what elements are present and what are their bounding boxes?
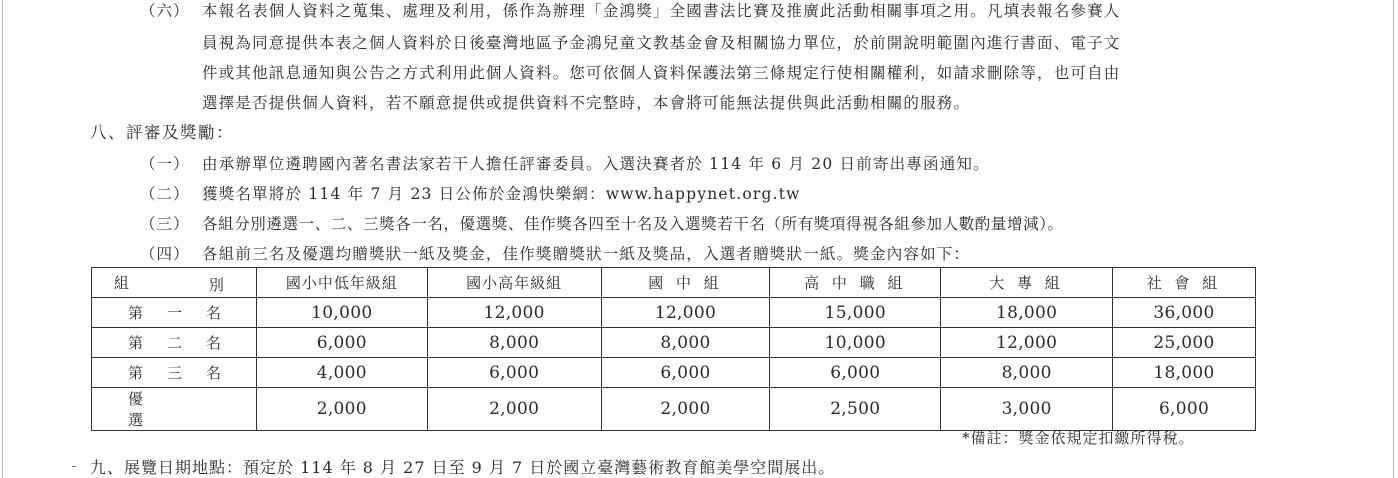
privacy-line-3: 件或其他訊息通知與公告之方式利用此個人資料。您可依個人資料保護法第三條規定行使相關權利，如請求刪除等，也可自由 — [202, 64, 1121, 82]
table-cell: 4,000 — [256, 358, 427, 388]
privacy-item-number: （六） — [140, 2, 190, 20]
section-8-item-4-text: 各組前三名及優選均贈獎狀一紙及獎金，佳作獎贈獎狀一紙及獎品，入選者贈獎狀一紙。獎金內容如下： — [202, 245, 971, 263]
table-cell: 12,000 — [427, 298, 601, 328]
column-header: 國 中 組 — [601, 268, 770, 298]
column-header: 國小中低年級組 — [256, 268, 427, 298]
margin-dash — [72, 466, 76, 467]
table-cell: 6,000 — [770, 358, 941, 388]
table-corner-cell — [92, 268, 257, 298]
table-cell: 12,000 — [941, 328, 1113, 358]
column-header: 高 中 職 組 — [770, 268, 941, 298]
row-label: 優選 — [92, 388, 257, 431]
table-cell: 8,000 — [601, 328, 770, 358]
table-row — [92, 388, 1256, 431]
page-border-left — [2, 0, 3, 478]
table-cell: 2,500 — [770, 388, 941, 431]
privacy-line-1: 本報名表個人資料之蒐集、處理及利用，係作為辦理「金鴻獎」全國書法比賽及推廣此活動相關事項之用。凡填表報名參賽人 — [202, 2, 1121, 20]
table-cell: 2,000 — [427, 388, 601, 431]
table-cell: 2,000 — [601, 388, 770, 431]
corner-label-group: 組 — [114, 274, 134, 292]
section-8-item-2-text: 獲獎名單將於 114 年 7 月 23 日公佈於金鴻快樂網：www.happynet.org.tw — [202, 185, 801, 203]
section-8-item-2-number: （二） — [140, 185, 190, 203]
table-cell: 10,000 — [770, 328, 941, 358]
table-cell: 6,000 — [1113, 388, 1256, 431]
table-header-row — [92, 268, 1256, 298]
section-9-text: 九、展覽日期地點：預定於 114 年 8 月 27 日至 9 月 7 日於國立臺灣藝術教育館美學空間展出。 — [90, 458, 836, 477]
table-cell: 3,000 — [941, 388, 1113, 431]
page-border-right — [1393, 0, 1394, 478]
section-8-heading: 八、評審及獎勵： — [90, 123, 234, 142]
section-8-item-4-number: （四） — [140, 245, 190, 263]
table-row — [92, 358, 1256, 388]
table-cell: 10,000 — [256, 298, 427, 328]
table-row — [92, 298, 1256, 328]
table-cell: 25,000 — [1113, 328, 1256, 358]
table-cell: 36,000 — [1113, 298, 1256, 328]
table-cell: 6,000 — [256, 328, 427, 358]
table-cell: 18,000 — [1113, 358, 1256, 388]
section-8-item-1-number: （一） — [140, 155, 190, 173]
privacy-line-4: 選擇是否提供個人資料，若不願意提供或提供資料不完整時，本會將可能無法提供與此活動相關的服務。 — [202, 94, 971, 112]
section-8-item-1-text: 由承辦單位遴聘國內著名書法家若干人擔任評審委員。入選決賽者於 114 年 6 月 20 日前寄出專函通知。 — [202, 155, 990, 173]
corner-label-category: 別 — [208, 276, 228, 294]
table-cell: 6,000 — [601, 358, 770, 388]
section-8-item-3-text: 各組分別遴選一、二、三獎各一名，優選獎、佳作獎各四至十名及入選獎若干名（所有獎項得視各組參加人數酌量增減）。 — [202, 215, 1064, 233]
column-header: 國小高年級組 — [427, 268, 601, 298]
column-header: 大 專 組 — [941, 268, 1113, 298]
table-cell: 2,000 — [256, 388, 427, 431]
row-label: 第二名 — [92, 328, 257, 358]
table-cell: 8,000 — [427, 328, 601, 358]
table-row — [92, 328, 1256, 358]
prize-money-table — [91, 267, 1256, 431]
row-label: 第一名 — [92, 298, 257, 328]
table-cell: 18,000 — [941, 298, 1113, 328]
privacy-line-2: 員視為同意提供本表之個人資料於日後臺灣地區予金鴻兒童文教基金會及相關協力單位，於前開說明範圍內進行書面、電子文 — [202, 34, 1121, 52]
table-cell: 12,000 — [601, 298, 770, 328]
row-label: 第三名 — [92, 358, 257, 388]
section-8-item-3-number: （三） — [140, 215, 190, 233]
table-cell: 6,000 — [427, 358, 601, 388]
table-cell: 8,000 — [941, 358, 1113, 388]
column-header: 社 會 組 — [1113, 268, 1256, 298]
table-cell: 15,000 — [770, 298, 941, 328]
tax-note: *備註：獎金依規定扣繳所得稅。 — [962, 429, 1195, 447]
